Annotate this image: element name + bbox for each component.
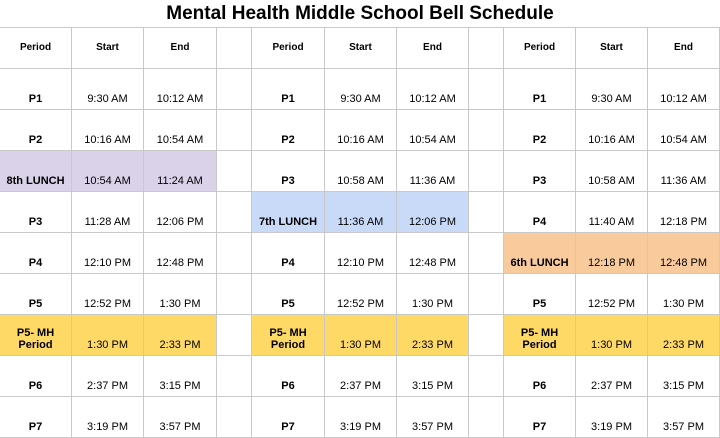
period-cell: P3: [0, 192, 72, 233]
header-end: End: [648, 28, 720, 69]
end-cell: 11:36 AM: [648, 151, 720, 192]
end-cell: 12:48 PM: [144, 233, 217, 274]
period-cell: P7: [252, 397, 325, 438]
column-gap: [217, 233, 252, 274]
end-cell: 10:12 AM: [144, 69, 217, 110]
period-cell: P5: [504, 274, 576, 315]
end-cell: 12:48 PM: [397, 233, 469, 274]
start-cell: 12:10 PM: [72, 233, 144, 274]
header-start: Start: [325, 28, 397, 69]
start-cell: 2:37 PM: [576, 356, 648, 397]
period-cell: P7: [504, 397, 576, 438]
period-cell: P2: [0, 110, 72, 151]
column-gap: [217, 28, 252, 69]
column-gap: [217, 315, 252, 356]
period-cell: P2: [504, 110, 576, 151]
header-start: Start: [72, 28, 144, 69]
end-cell: 1:30 PM: [144, 274, 217, 315]
column-gap: [217, 274, 252, 315]
start-cell: 9:30 AM: [576, 69, 648, 110]
period-cell: P5: [0, 274, 72, 315]
start-cell: 3:19 PM: [576, 397, 648, 438]
column-gap: [469, 110, 504, 151]
period-cell: P4: [0, 233, 72, 274]
header-period: Period: [252, 28, 325, 69]
start-cell: 10:16 AM: [72, 110, 144, 151]
start-cell: 12:52 PM: [576, 274, 648, 315]
end-cell: 11:36 AM: [397, 151, 469, 192]
column-gap: [469, 274, 504, 315]
period-cell: P3: [252, 151, 325, 192]
end-cell: 12:18 PM: [648, 192, 720, 233]
end-cell: 3:57 PM: [144, 397, 217, 438]
start-cell: 12:10 PM: [325, 233, 397, 274]
period-cell: P3: [504, 151, 576, 192]
header-end: End: [397, 28, 469, 69]
header-start: Start: [576, 28, 648, 69]
start-cell: 10:16 AM: [576, 110, 648, 151]
end-cell: 3:15 PM: [397, 356, 469, 397]
column-gap: [469, 233, 504, 274]
start-cell: 1:30 PM: [72, 315, 144, 356]
end-cell: 10:12 AM: [648, 69, 720, 110]
period-cell: 8th LUNCH: [0, 151, 72, 192]
column-gap: [469, 151, 504, 192]
column-gap: [469, 192, 504, 233]
end-cell: 2:33 PM: [397, 315, 469, 356]
column-gap: [469, 315, 504, 356]
end-cell: 3:15 PM: [648, 356, 720, 397]
period-cell: P5- MH Period: [0, 315, 72, 356]
end-cell: 1:30 PM: [648, 274, 720, 315]
period-cell: 6th LUNCH: [504, 233, 576, 274]
start-cell: 11:28 AM: [72, 192, 144, 233]
start-cell: 10:54 AM: [72, 151, 144, 192]
column-gap: [217, 397, 252, 438]
period-cell: P6: [0, 356, 72, 397]
start-cell: 11:40 AM: [576, 192, 648, 233]
end-cell: 3:57 PM: [397, 397, 469, 438]
start-cell: 12:52 PM: [72, 274, 144, 315]
column-gap: [217, 192, 252, 233]
start-cell: 12:52 PM: [325, 274, 397, 315]
period-cell: P1: [504, 69, 576, 110]
start-cell: 1:30 PM: [325, 315, 397, 356]
period-cell: P5- MH Period: [504, 315, 576, 356]
column-gap: [469, 397, 504, 438]
end-cell: 11:24 AM: [144, 151, 217, 192]
column-gap: [469, 69, 504, 110]
end-cell: 3:57 PM: [648, 397, 720, 438]
start-cell: 2:37 PM: [325, 356, 397, 397]
start-cell: 9:30 AM: [325, 69, 397, 110]
column-gap: [217, 110, 252, 151]
end-cell: 12:48 PM: [648, 233, 720, 274]
header-end: End: [144, 28, 217, 69]
period-cell: P5- MH Period: [252, 315, 325, 356]
column-gap: [469, 356, 504, 397]
page-title: Mental Health Middle School Bell Schedule: [166, 3, 554, 24]
end-cell: 10:12 AM: [397, 69, 469, 110]
start-cell: 3:19 PM: [72, 397, 144, 438]
period-cell: P5: [252, 274, 325, 315]
end-cell: 2:33 PM: [648, 315, 720, 356]
header-period: Period: [0, 28, 72, 69]
start-cell: 1:30 PM: [576, 315, 648, 356]
start-cell: 10:58 AM: [576, 151, 648, 192]
start-cell: 11:36 AM: [325, 192, 397, 233]
end-cell: 10:54 AM: [397, 110, 469, 151]
start-cell: 12:18 PM: [576, 233, 648, 274]
start-cell: 9:30 AM: [72, 69, 144, 110]
header-period: Period: [504, 28, 576, 69]
period-cell: P4: [252, 233, 325, 274]
start-cell: 2:37 PM: [72, 356, 144, 397]
column-gap: [217, 69, 252, 110]
period-cell: P1: [0, 69, 72, 110]
schedule-grid: [0, 27, 720, 438]
period-cell: P4: [504, 192, 576, 233]
column-gap: [217, 151, 252, 192]
period-cell: P6: [504, 356, 576, 397]
period-cell: P6: [252, 356, 325, 397]
end-cell: 1:30 PM: [397, 274, 469, 315]
start-cell: 10:58 AM: [325, 151, 397, 192]
column-gap: [469, 28, 504, 69]
period-cell: 7th LUNCH: [252, 192, 325, 233]
end-cell: 3:15 PM: [144, 356, 217, 397]
end-cell: 12:06 PM: [144, 192, 217, 233]
period-cell: P1: [252, 69, 325, 110]
end-cell: 12:06 PM: [397, 192, 469, 233]
start-cell: 10:16 AM: [325, 110, 397, 151]
end-cell: 10:54 AM: [144, 110, 217, 151]
period-cell: P2: [252, 110, 325, 151]
period-cell: P7: [0, 397, 72, 438]
start-cell: 3:19 PM: [325, 397, 397, 438]
column-gap: [217, 356, 252, 397]
end-cell: 10:54 AM: [648, 110, 720, 151]
end-cell: 2:33 PM: [144, 315, 217, 356]
